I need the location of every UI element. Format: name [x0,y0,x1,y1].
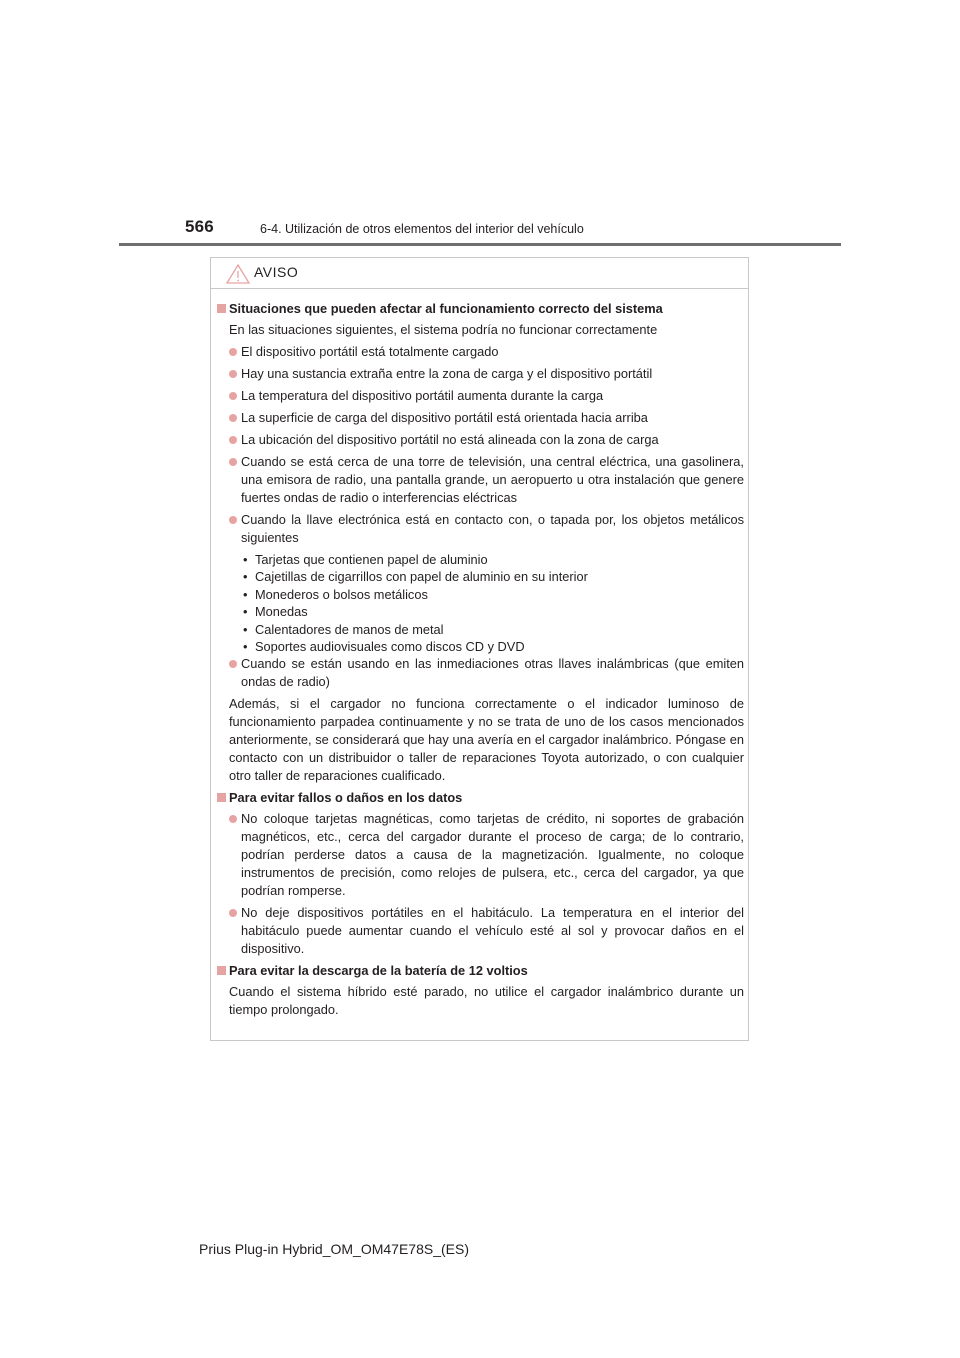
list-item-text: La superficie de carga del dispositivo portátil está orientada hacia arriba [241,410,648,425]
section-heading [217,789,744,807]
list-item-text: No deje dispositivos portátiles en el habitáculo. La temperatura en el interior del habitáculo puede aumentar cuando el vehículo esté al sol y provocar daños en el dispositivo. [241,905,744,957]
list-item-text: El dispositivo portátil está totalmente cargado [241,344,499,359]
list-item-text: La ubicación del dispositivo portátil no está alineada con la zona de carga [241,432,659,447]
circle-bullet-icon [229,458,237,466]
sub-list-item: • Tarjetas que contienen papel de aluminio [241,551,744,568]
circle-bullet-icon [229,392,237,400]
circle-bullet-icon [229,370,237,378]
section-heading [217,300,744,318]
list-item [217,431,744,449]
sub-list [217,551,744,655]
sub-list-item: • Calentadores de manos de metal [241,621,744,638]
header-rule [119,243,841,246]
list-item [217,453,744,507]
list-item [217,904,744,958]
circle-bullet-icon [229,909,237,917]
section-heading-text: Para evitar la descarga de la batería de 12 voltios [229,963,528,979]
list-item-text: No coloque tarjetas magnéticas, como tarjetas de crédito, ni soportes de grabación magnéticos, etc., cerca del cargador durante el proceso de carga; de lo contrario, podrían perderse datos a causa de la magnetización. Igualmente, no coloque instrumentos de precisión, como relojes de pulsera, etc., cerca del cargador, ya que podrían romperse. [241,811,744,899]
section-intro: Cuando el sistema híbrido esté parado, no utilice el cargador inalámbrico durante un tiempo prolongado. [229,984,744,1018]
list-item-text: La temperatura del dispositivo portátil aumenta durante la carga [241,388,604,403]
list-item [217,511,744,547]
list-item [217,655,744,691]
section-title: 6-4. Utilización de otros elementos del interior del vehículo [260,222,584,236]
sub-list-item: • Monederos o bolsos metálicos [241,586,744,603]
list-item-text: Cuando la llave electrónica está en contacto con, o tapada por, los objetos metálicos siguientes [241,512,744,545]
sub-list-item: • Cajetillas de cigarrillos con papel de aluminio en su interior [241,568,744,585]
list-item [217,810,744,900]
warning-title: AVISO [254,264,299,280]
warning-triangle-icon [226,264,250,284]
list-item [217,343,744,361]
footer-doc-id: Prius Plug-in Hybrid_OM_OM47E78S_(ES) [199,1241,469,1257]
circle-bullet-icon [229,815,237,823]
list-item-text: Cuando se están usando en las inmediaciones otras llaves inalámbricas (que emiten ondas de radio) [241,656,744,690]
list-item-text: Cuando se está cerca de una torre de televisión, una central eléctrica, una gasolinera, una emisora de radio, una pantalla grande, un aeropuerto u otra instalación que genere fuertes ondas de radio o interferencias eléctricas [241,454,744,505]
warning-header [211,258,748,289]
section-heading [217,962,744,980]
section-heading-text: Para evitar fallos o daños en los datos [229,790,463,806]
square-bullet-icon [217,304,226,313]
section-heading-text: Situaciones que pueden afectar al funcionamiento correcto del sistema [229,301,663,316]
warning-content [217,300,744,1023]
square-bullet-icon [217,793,226,802]
list-item [217,387,744,405]
list-item [217,365,744,383]
circle-bullet-icon [229,348,237,356]
circle-bullet-icon [229,414,237,422]
list-item [217,409,744,427]
warning-box [210,257,749,1041]
list-item-text: Hay una sustancia extraña entre la zona de carga y el dispositivo portátil [241,366,653,381]
square-bullet-icon [217,966,226,975]
sub-list-item: • Monedas [241,603,744,620]
circle-bullet-icon [229,660,237,668]
sub-list-item: • Soportes audiovisuales como discos CD y DVD [241,638,744,655]
section-intro: En las situaciones siguientes, el sistema podría no funcionar correctamente [229,322,658,337]
circle-bullet-icon [229,516,237,524]
page-number: 566 [185,217,214,236]
section-closing: Además, si el cargador no funciona correctamente o el indicador luminoso de funcionamiento parpadea continuamente y no se trata de uno de los casos mencionados anteriormente, se considerará que hay una avería en el cargador inalámbrico. Póngase en contacto con un distribuidor o taller de reparaciones Toyota autorizado, o con cualquier otro taller de reparaciones cualificado. [229,696,744,784]
circle-bullet-icon [229,436,237,444]
